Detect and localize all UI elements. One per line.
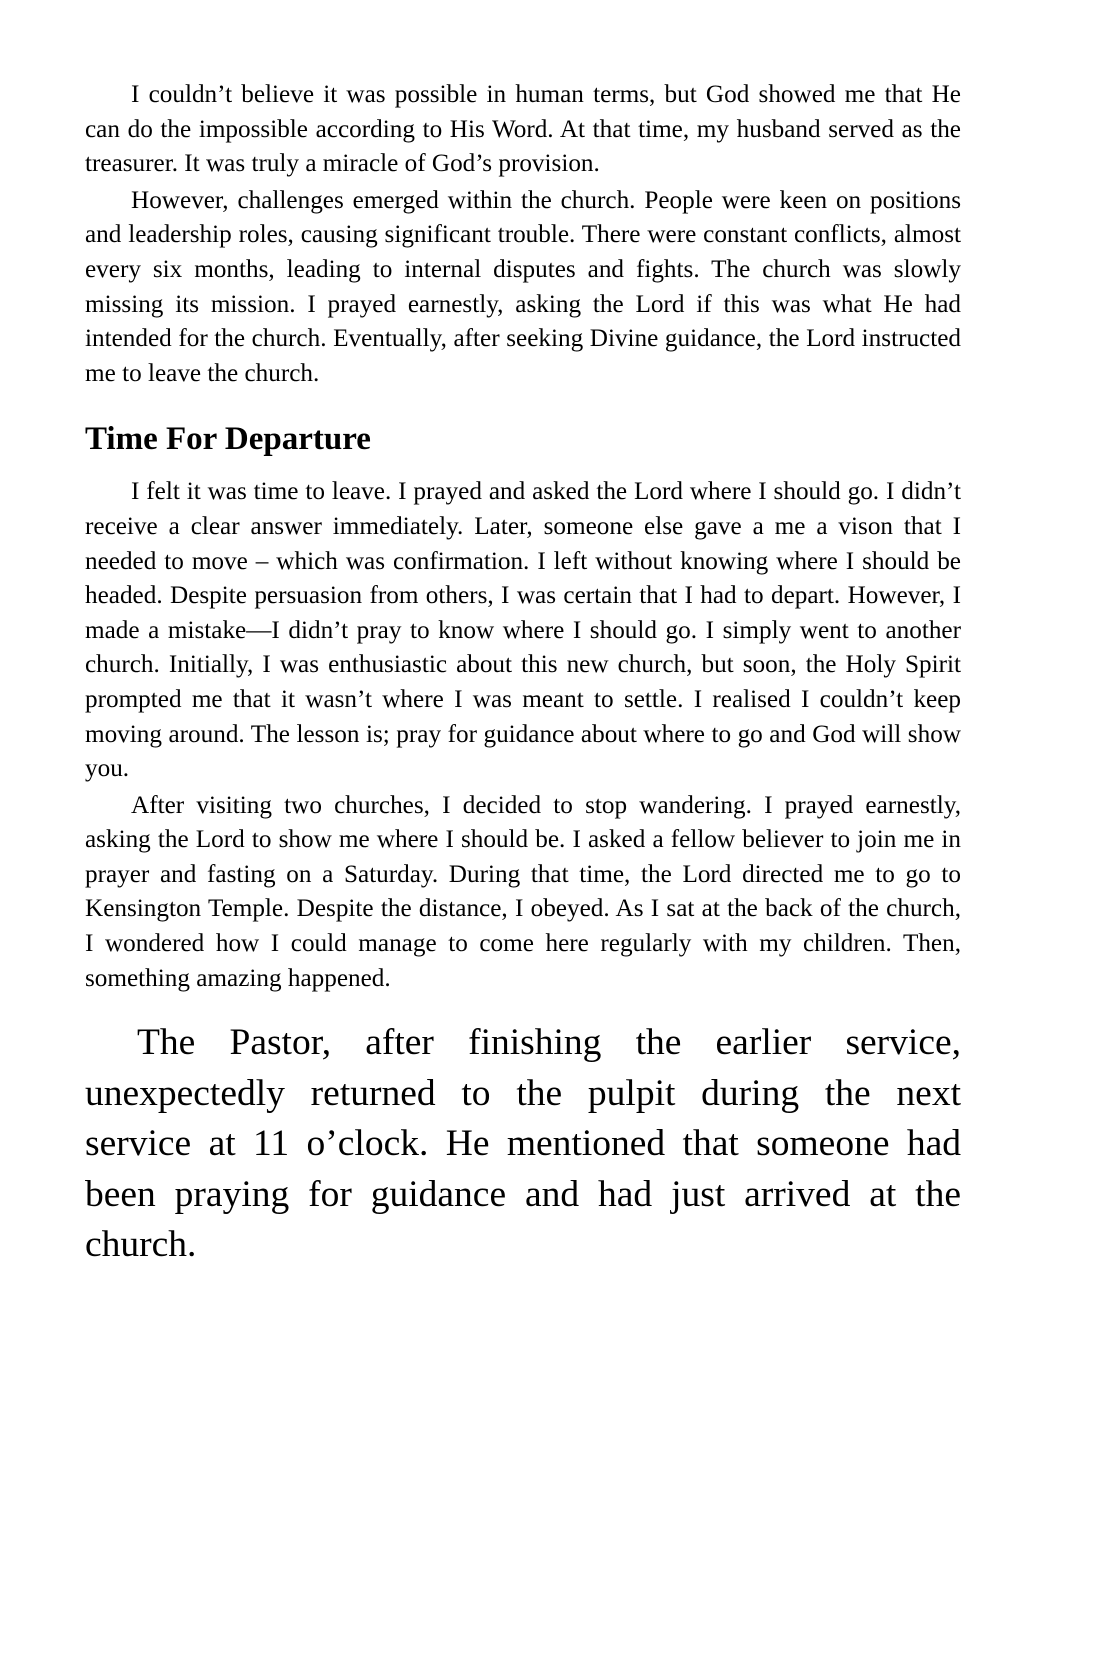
page-text-column	[85, 78, 961, 1271]
paragraph-3: I felt it was time to leave. I prayed and asked the Lord where I should go. I didn’t receive a clear answer immediately. Later, someone else gave a me a vison that I needed to move – which was confirmation. I left without knowing where I should be headed. Despite persuasion from others, I was certain that I had to depart. However, I made a mistake—I didn’t pray to know where I should go. I simply went to another church. Initially, I was enthusiastic about this new church, but soon, the Holy Spirit prompted me that it wasn’t where I was meant to settle. I realised I couldn’t keep moving around. The lesson is; pray for guidance about where to go and God will show you.	[85, 478, 961, 783]
paragraph-5-closing: The Pastor, after finishing the earlier service, unexpectedly returned to the pulpit during the next service at 11 o’clock. He mentioned that someone had been praying for guidance and had just arrived at the church.	[85, 1022, 961, 1266]
paragraph-2: However, challenges emerged within the church. People were keen on positions and leadership roles, causing significant trouble. There were constant conflicts, almost every six months, leading to internal disputes and fights. The church was slowly missing its mission. I prayed earnestly, asking the Lord if this was what He had intended for the church. Eventually, after seeking Divine guidance, the Lord instructed me to leave the church.	[85, 186, 961, 387]
paragraph-1: I couldn’t believe it was possible in human terms, but God showed me that He can do the impossible according to His Word. At that time, my husband served as the treasurer. It was truly a miracle of God’s provision.	[85, 81, 961, 178]
section-heading-time-for-departure: Time For Departure	[85, 421, 371, 458]
paragraph-4: After visiting two churches, I decided to stop wandering. I prayed earnestly, asking the Lord to show me where I should be. I asked a fellow believer to join me in prayer and fasting on a Saturday. During that time, the Lord directed me to go to Kensington Temple. Despite the distance, I obeyed. As I sat at the back of the church, I wondered how I could manage to come here regularly with my children. Then, something amazing happened.	[85, 791, 961, 992]
